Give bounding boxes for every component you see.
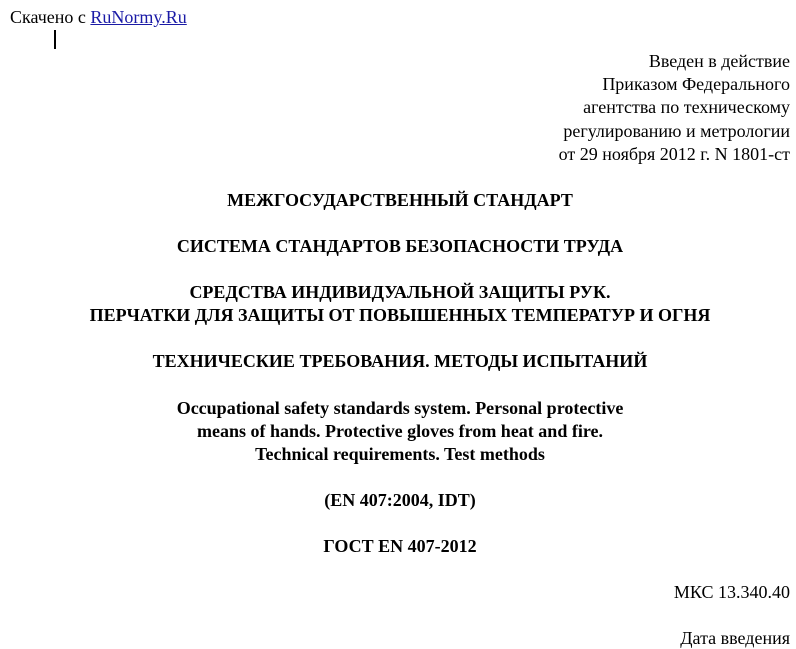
approval-line: Приказом Федерального xyxy=(602,74,790,95)
system-heading: СИСТЕМА СТАНДАРТОВ БЕЗОПАСНОСТИ ТРУДА xyxy=(176,236,624,256)
introduction-date-label: Дата введения xyxy=(680,628,790,648)
source-line xyxy=(10,6,187,28)
english-title-line-2: means of hands. Protective gloves from heat and fire. xyxy=(197,421,603,441)
title-line-2: ПЕРЧАТКИ ДЛЯ ЗАЩИТЫ ОТ ПОВЫШЕННЫХ ТЕМПЕРАТУР И ОГНЯ xyxy=(89,305,711,325)
approval-line: от 29 ноября 2012 г. N 1801-ст xyxy=(558,143,790,164)
equivalence-label: (EN 407:2004, IDT) xyxy=(324,490,476,510)
standard-type-heading: МЕЖГОСУДАРСТВЕННЫЙ СТАНДАРТ xyxy=(227,190,573,210)
text-cursor xyxy=(54,30,56,49)
approval-line: агентства по техническому xyxy=(583,97,790,118)
source-link[interactable]: RuNormy.Ru xyxy=(90,7,187,27)
approval-line: регулированию и метрологии xyxy=(563,120,790,141)
approval-block xyxy=(559,50,790,166)
source-prefix: Скачено с xyxy=(10,7,91,27)
english-title-line-3: Technical requirements. Test methods xyxy=(255,444,545,464)
mks-code: МКС 13.340.40 xyxy=(673,582,790,602)
english-title-line-1: Occupational safety standards system. Personal protective xyxy=(176,398,624,418)
title-line-1: СРЕДСТВА ИНДИВИДУАЛЬНОЙ ЗАЩИТЫ РУК. xyxy=(189,282,611,302)
subtitle-heading: ТЕХНИЧЕСКИЕ ТРЕБОВАНИЯ. МЕТОДЫ ИСПЫТАНИЙ xyxy=(152,351,648,371)
standard-designation: ГОСТ EN 407-2012 xyxy=(323,536,477,556)
approval-line: Введен в действие xyxy=(648,51,790,71)
